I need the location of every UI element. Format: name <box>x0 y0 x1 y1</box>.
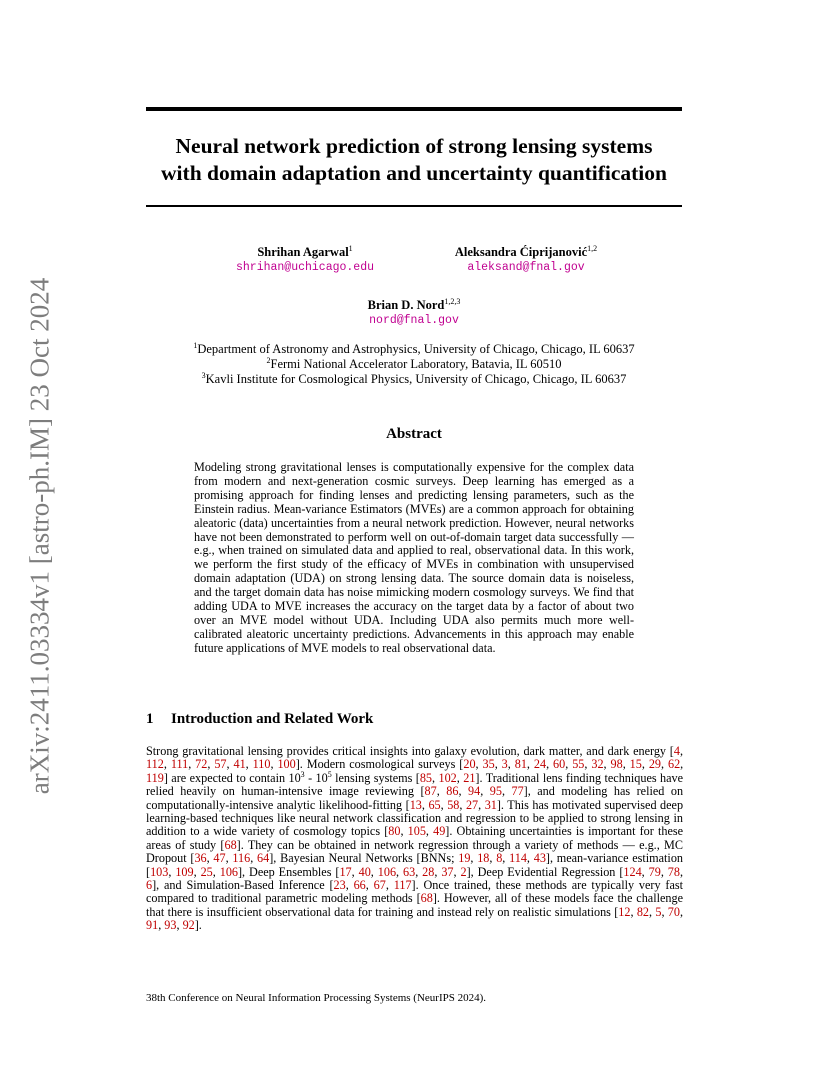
title-bottom-rule <box>146 205 682 207</box>
intro-text-run: , <box>212 864 220 879</box>
citation-link[interactable]: 86 <box>446 784 459 799</box>
citation-link[interactable]: 24 <box>533 757 547 772</box>
citation-link[interactable]: 13 <box>409 797 422 812</box>
intro-text-run: , <box>250 851 258 866</box>
citation-link[interactable]: 109 <box>175 864 194 879</box>
intro-text-run: , <box>480 784 490 799</box>
author-block-nord <box>300 297 528 329</box>
citation-link[interactable]: 95 <box>489 784 502 799</box>
intro-text-run: , <box>421 797 429 812</box>
intro-text-run: , <box>345 878 354 893</box>
intro-text-run: ], Bayesian Neural Networks [BNNs; <box>269 851 459 866</box>
conference-footnote: 38th Conference on Neural Information Processing Systems (NeurIPS 2024). <box>146 992 487 1004</box>
citation-link[interactable]: 18 <box>477 851 490 866</box>
citation-link[interactable]: 100 <box>277 757 296 772</box>
intro-text-run: ]. Modern cosmological surveys [ <box>295 757 464 772</box>
citation-link[interactable]: 77 <box>511 784 524 799</box>
intro-text-run: , <box>507 757 515 772</box>
intro-text-run: , <box>679 864 684 879</box>
title-line-1: Neural network prediction of strong lensing systems <box>175 134 653 158</box>
author-affiliation-mark: 1,2,3 <box>444 296 461 306</box>
intro-text-run: , <box>436 784 447 799</box>
intro-text-run: ], and modeling has relied on computationally-intensive analytic likelihood-fitting [ <box>146 784 684 812</box>
citation-link[interactable]: 65 <box>428 797 441 812</box>
intro-text-run: lensing systems [ <box>331 770 420 785</box>
intro-text-run: , <box>603 757 611 772</box>
citation-link[interactable]: 114 <box>509 851 527 866</box>
intro-text-run: , <box>425 824 434 839</box>
intro-text-run: - 10 <box>304 770 328 785</box>
intro-text-run: , <box>207 757 215 772</box>
intro-text-run: , <box>489 851 497 866</box>
citation-link[interactable]: 25 <box>200 864 213 879</box>
citation-link[interactable]: 64 <box>257 851 270 866</box>
intro-text-run: ], mean-variance estimation [ <box>146 851 684 879</box>
intro-text-run: ], Deep Evidential Regression [ <box>466 864 624 879</box>
intro-text-run: , <box>494 757 502 772</box>
intro-text-run: , <box>270 757 278 772</box>
citation-link[interactable]: 5 <box>655 904 662 919</box>
citation-link[interactable]: 85 <box>419 770 433 785</box>
citation-link[interactable]: 55 <box>572 757 585 772</box>
intro-text-run: , <box>245 757 253 772</box>
citation-link[interactable]: 81 <box>514 757 527 772</box>
author-name: Aleksandra Ćiprijanović <box>454 245 588 259</box>
exponent: 3 <box>300 769 305 779</box>
affiliations <box>120 342 708 387</box>
citation-link[interactable]: 21 <box>463 770 476 785</box>
citation-link[interactable]: 94 <box>468 784 481 799</box>
intro-text-run: ]. However, all of these models face the challenge that there is insufficient observational data for training and instead rely on realistic simulations [ <box>146 891 683 919</box>
intro-text-run: , <box>470 851 478 866</box>
citation-link[interactable]: 124 <box>623 864 642 879</box>
intro-text-run: , <box>168 864 176 879</box>
citation-link[interactable]: 36 <box>194 851 207 866</box>
intro-text-run: , <box>641 864 649 879</box>
citation-link[interactable]: 23 <box>333 878 346 893</box>
section-title: Introduction and Related Work <box>171 711 374 727</box>
intro-text-run: ]. <box>194 918 202 933</box>
paper-title <box>146 133 682 187</box>
citation-link[interactable]: 117 <box>393 878 412 893</box>
citation-link[interactable]: 37 <box>441 864 454 879</box>
intro-text-run: ]. This has motivated supervised deep learning-based techniques like neural network classification and regression to be applied to strong lensing in addition to a wide variety of cosmology topics [ <box>146 797 684 839</box>
intro-text-run: , <box>478 797 485 812</box>
intro-text-run: , <box>622 757 630 772</box>
intro-text-run: , <box>163 757 171 772</box>
citation-link[interactable]: 82 <box>636 904 649 919</box>
intro-text-run: , <box>526 851 534 866</box>
intro-text-run: ]. Traditional lens finding techniques have relied heavily on human-intensive image reviewing [ <box>146 770 684 799</box>
abstract-body: Modeling strong gravitational lenses is computationally expensive for the complex data from modern and next-generation cosmic surveys. Deep learning has emerged as a promising approach for finding lenses and predicting lensing parameters, such as the Einstein radius. Mean-variance Estimators (MVEs) are a common approach for obtaining aleatoric (data) uncertainties from a neural network prediction. However, neural networks have not been demonstrated to perform well on out-of-domain target data successfully — e.g., when trained on simulated data and applied to real, observational data. In this work, we perform the first study of the efficacy of MVEs in combination with unsupervised domain adaptation (UDA) on strong lensing data. The source domain data is noiseless, and the target domain data has noise mimicking modern cosmology surveys. We find that adding UDA to MVE increases the accuracy on the target data by a factor of about two over an MVE model without UDA. Including UDA also permits much more well-calibrated aleatoric uncertainty predictions. Advancements in this approach may enable future applications of MVE models to real observational data. <box>194 460 634 655</box>
intro-text-run: , <box>641 757 649 772</box>
citation-link[interactable]: 78 <box>667 864 680 879</box>
abstract-heading: Abstract <box>386 426 442 442</box>
intro-text-run: , <box>680 757 684 772</box>
citation-link[interactable]: 63 <box>403 864 416 879</box>
citation-link[interactable]: 66 <box>353 878 366 893</box>
citation-link[interactable]: 112 <box>146 757 164 772</box>
intro-text-run: , <box>679 904 684 919</box>
author-name: Brian D. Nord <box>367 298 445 312</box>
intro-text-run: , <box>225 851 233 866</box>
intro-text-run: , <box>385 878 394 893</box>
intro-text-run: , <box>459 797 466 812</box>
author-block-agarwal <box>195 244 415 276</box>
intro-text-run: , <box>526 757 534 772</box>
citation-link[interactable]: 2 <box>460 864 467 879</box>
author-affiliation-mark: 1,2 <box>587 243 598 253</box>
intro-text-run: , <box>661 757 668 772</box>
intro-text-run: , <box>206 851 214 866</box>
intro-text-run: , <box>546 757 554 772</box>
citation-link[interactable]: 17 <box>339 864 352 879</box>
intro-text-run: , <box>193 864 201 879</box>
intro-text-run: ], and Simulation-Based Inference [ <box>152 878 334 893</box>
citation-link[interactable]: 105 <box>407 824 426 839</box>
citation-link[interactable]: 6 <box>146 878 153 893</box>
intro-text-run: , <box>415 864 423 879</box>
author-block-ciprijanovic <box>416 244 636 276</box>
citation-link[interactable]: 116 <box>232 851 251 866</box>
citation-link[interactable]: 3 <box>501 757 508 772</box>
citation-link[interactable]: 68 <box>420 891 433 906</box>
citation-link[interactable]: 106 <box>219 864 238 879</box>
citation-link[interactable]: 4 <box>673 744 680 758</box>
citation-link[interactable]: 106 <box>377 864 397 879</box>
intro-text-run: ] are expected to contain 10 <box>163 770 301 785</box>
intro-text-run: , <box>370 864 378 879</box>
citation-link[interactable]: 91 <box>146 918 159 933</box>
intro-text-run: Strong gravitational lensing provides critical insights into galaxy evolution, dark matter, and dark energy [ <box>146 744 674 758</box>
citation-link[interactable]: 8 <box>496 851 503 866</box>
intro-text-run: , <box>400 824 408 839</box>
author-email[interactable]: nord@fnal.gov <box>369 314 459 327</box>
author-affiliation-mark: 1 <box>348 243 353 253</box>
intro-text-run: , <box>365 878 374 893</box>
title-top-rule <box>146 107 682 111</box>
introduction-paragraph <box>146 745 683 933</box>
intro-text-run: , <box>188 757 196 772</box>
arxiv-identifier-stamp: arXiv:2411.03334v1 [astro-ph.IM] 23 Oct 2024 <box>24 277 55 795</box>
citation-link[interactable]: 62 <box>667 757 681 772</box>
citation-link[interactable]: 35 <box>482 757 495 772</box>
citation-link[interactable]: 103 <box>150 864 169 879</box>
citation-link[interactable]: 15 <box>629 757 642 772</box>
intro-text-run: ]. They can be obtained in network regression through a variety of methods — e.g., MC Dropout [ <box>146 837 683 866</box>
intro-text-run: ]. Obtaining uncertainties is important for these areas of study [ <box>146 824 683 852</box>
section-heading <box>146 711 373 728</box>
intro-text-run: , <box>475 757 483 772</box>
citation-link[interactable]: 27 <box>465 797 479 812</box>
citation-link[interactable]: 31 <box>484 797 497 812</box>
intro-text-run: ], Deep Ensembles [ <box>238 864 340 879</box>
citation-link[interactable]: 12 <box>618 904 631 919</box>
affiliation-2: $^2$Fermi National Accelerator Laboratory, Batavia, IL 60510 <box>266 355 562 371</box>
section-number: 1 <box>146 711 154 727</box>
author-email[interactable]: shrihan@uchicago.edu <box>235 261 375 274</box>
title-line-2: with domain adaptation and uncertainty quantification <box>161 161 667 185</box>
citation-link[interactable]: 67 <box>373 878 386 893</box>
intro-text-run: , <box>584 757 592 772</box>
affiliation-3: $^3$Kavli Institute for Cosmological Physics, University of Chicago, Chicago, IL 60637 <box>201 370 627 386</box>
citation-link[interactable]: 98 <box>610 757 623 772</box>
citation-link[interactable]: 41 <box>233 757 246 772</box>
exponent: 5 <box>327 769 332 779</box>
citation-link[interactable]: 70 <box>667 904 680 919</box>
author-name: Shrihan Agarwal <box>257 245 349 259</box>
intro-text-run: , <box>456 770 464 785</box>
citation-link[interactable]: 119 <box>146 770 164 785</box>
intro-text-run: , <box>502 851 510 866</box>
intro-text-run: , <box>176 918 183 933</box>
citation-link[interactable]: 92 <box>182 918 195 933</box>
citation-link[interactable]: 19 <box>458 851 471 866</box>
citation-link[interactable]: 111 <box>170 757 189 772</box>
citation-link[interactable]: 93 <box>164 918 177 933</box>
citation-link[interactable]: 47 <box>213 851 226 866</box>
intro-text-run: , <box>158 918 165 933</box>
citation-link[interactable]: 32 <box>591 757 604 772</box>
citation-link[interactable]: 87 <box>424 784 437 799</box>
citation-link[interactable]: 49 <box>433 824 446 839</box>
intro-text-run: , <box>660 864 668 879</box>
intro-text-run: , <box>226 757 234 772</box>
intro-text-run: , <box>396 864 404 879</box>
intro-text-run: , <box>351 864 359 879</box>
citation-link[interactable]: 28 <box>422 864 435 879</box>
intro-text-run: , <box>434 864 442 879</box>
citation-link[interactable]: 110 <box>252 757 271 772</box>
intro-text-run: , <box>661 904 668 919</box>
citation-link[interactable]: 68 <box>224 837 237 852</box>
citation-link[interactable]: 40 <box>358 864 371 879</box>
intro-text-run: , <box>565 757 573 772</box>
intro-text-run: ]. Once trained, these methods are typically very fast compared to traditional parametric modeling methods [ <box>146 878 683 906</box>
citation-link[interactable]: 20 <box>463 757 476 772</box>
intro-text-run: , <box>458 784 469 799</box>
citation-link[interactable]: 58 <box>447 797 460 812</box>
author-email[interactable]: aleksand@fnal.gov <box>467 261 585 274</box>
citation-link[interactable]: 80 <box>388 824 401 839</box>
citation-link[interactable]: 57 <box>214 757 227 772</box>
citation-link[interactable]: 43 <box>533 851 546 866</box>
intro-text-run: , <box>440 797 448 812</box>
intro-text-run: , <box>630 904 637 919</box>
intro-text-run: , <box>679 744 683 758</box>
intro-text-run: , <box>649 904 656 919</box>
affiliation-1: $^1$Department of Astronomy and Astrophysics, University of Chicago, Chicago, IL 60637 <box>193 340 635 356</box>
intro-text-run: , <box>501 784 512 799</box>
intro-text-run: , <box>432 770 439 785</box>
citation-link[interactable]: 29 <box>648 757 661 772</box>
citation-link[interactable]: 79 <box>648 864 661 879</box>
citation-link[interactable]: 60 <box>553 757 566 772</box>
citation-link[interactable]: 102 <box>438 770 457 785</box>
intro-text-run: , <box>453 864 461 879</box>
citation-link[interactable]: 72 <box>195 757 208 772</box>
